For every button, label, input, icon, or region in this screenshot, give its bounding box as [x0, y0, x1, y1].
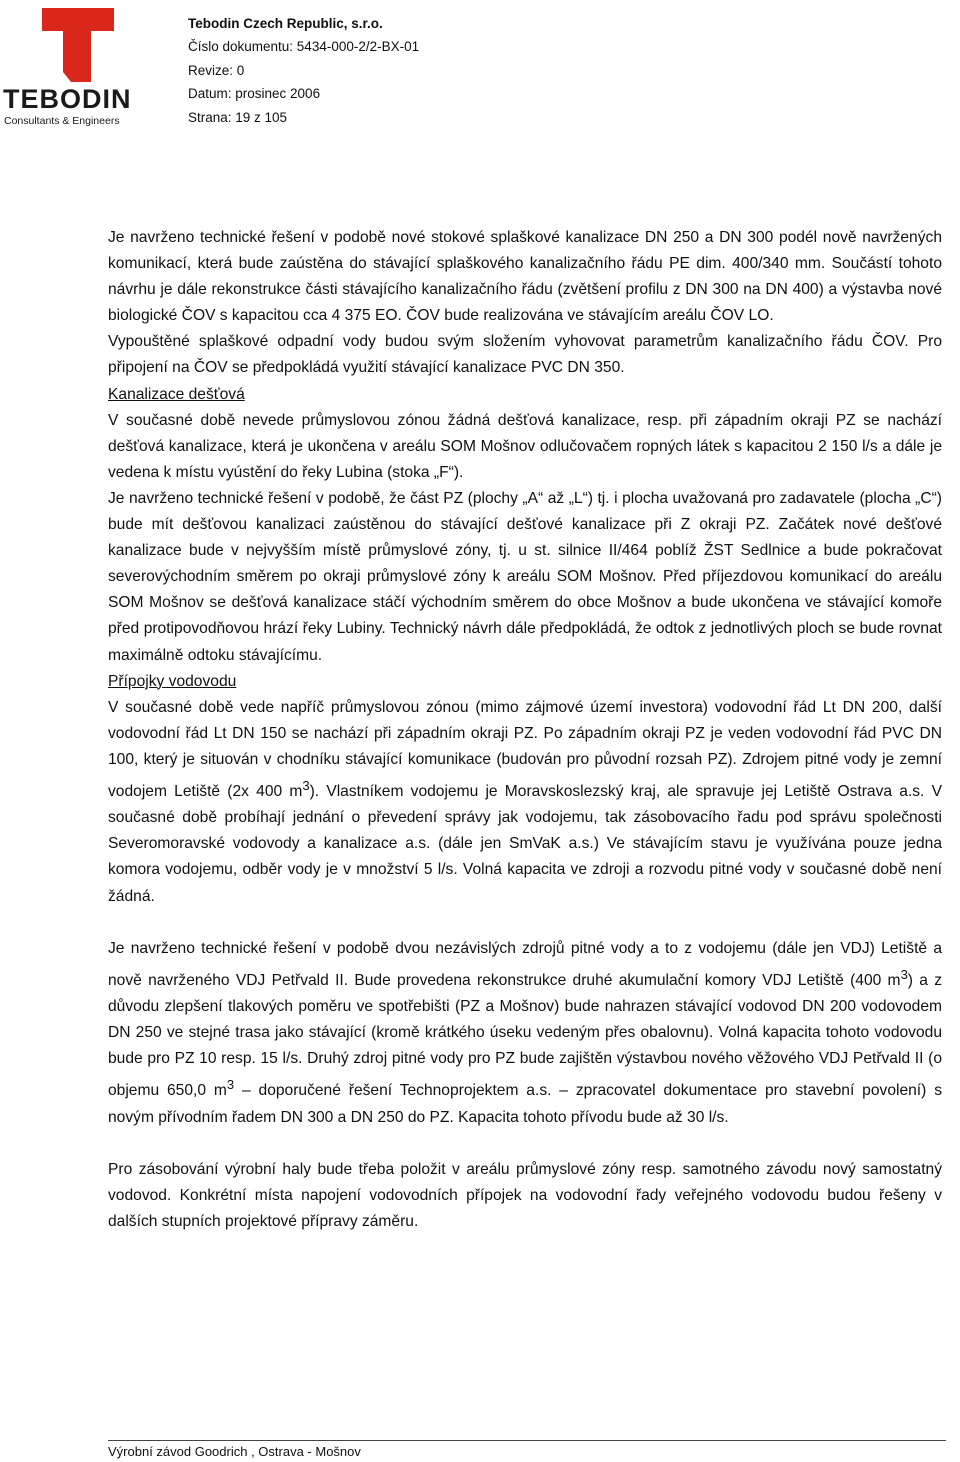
footer-divider — [108, 1440, 946, 1441]
paragraph-rain-current: V současné době nevede průmyslovou zónou žádná dešťová kanalizace, resp. při západním okraji PZ se nachází dešťová kanalizace, která je ukončena v areálu SOM Mošnov odlučovačem ropných látek s kapacitou 2 150 l/s a dále je vedena k místu vyústění do řeky Lubina (stoka „F“). — [108, 411, 942, 481]
paragraph-sewer-discharge: Vypouštěné splaškové odpadní vody budou svým složením vyhovovat parametrům kanalizačního řádu ČOV. Pro připojení na ČOV se předpokládá využití stávající kanalizace PVC DN 350. — [108, 333, 942, 377]
heading-rain-sewer: Kanalizace dešťová — [108, 385, 245, 403]
logo-t-mark — [42, 8, 114, 82]
heading-water-connections: Přípojky vodovodu — [108, 672, 237, 690]
logo-wordmark: TEBODIN — [3, 84, 132, 114]
logo-tagline: Consultants & Engineers — [4, 115, 120, 127]
paragraph-hall-water-supply: Pro zásobování výrobní haly bude třeba položit v areálu průmyslové zóny resp. samotného závodu nový samostatný vodovod. Konkrétní místa napojení vodovodních přípojek na vodovodní řady veřejného vodovodu budou řešeny v dalších stupních projektové přípravy záměru. — [108, 1160, 942, 1230]
paragraph-water-proposal: Je navrženo technické řešení v podobě dvou nezávislých zdrojů pitné vody a to z vodojemu (dále jen VDJ) Letiště a nově navrženého VDJ Petřvald II. Bude provedena rekonstrukce druhé akumulační komory VDJ Letiště (400 $m^3$) a z důvodu zlepšení tlakových poměru ve spotřebišti (PZ a Mošnov) bude nahrazen stávající vodovod DN 200 vodovodem DN 250 ve stejné trasa jako stávající (kromě krátkého úseku vedeným přes obalovnu). Volná kapacita tohoto vodovodu bude pro PZ 10 resp. 15 l/s. Druhý zdroj pitné vody pro PZ bude zajištěn výstavbou nového věžového VDJ Petřvald II (o objemu 650,0 $m^3$ – doporučené řešení Technoprojektem a.s. – zpracovatel dokumentace pro stavební povolení) s novým přívodním řadem DN 300 a DN 250 do PZ. Kapacita tohoto přívodu bude až 30 l/s. — [108, 939, 943, 1126]
paragraph-water-current: V současné době vede napříč průmyslovou zónou (mimo zájmové území investora) vodovodní řád Lt DN 200, další vodovodní řád Lt DN 150 se nachází při západním okraji PZ. Po západním okraji PZ je veden vodovodní řád PVC DN 100, který je situován v chodníku stávající komunikace (budován pro původní rozsah PZ). Zdrojem pitné vody je zemní vodojem Letiště (2x 400 $m^3$). Vlastníkem vodojemu je Moravskoslezský kraj, ale spravuje jej Letiště Ostrava a.s. V současné době probíhají jednání o převedení správy jak vodojemu, tak zásobovacího řadu pod správu společnosti Severomoravské vodovody a kanalizace a.s. (dále jen SmVaK a.s.) Ve stávajícím stavu je využívána pouze jedna komora vodojemu, odběr vody je v množství 5 l/s. Volná kapacita ve zdroji a rozvodu pitné vody v současné době není žádná. — [108, 698, 942, 905]
document-date: Datum: prosinec 2006 — [188, 86, 321, 102]
document-number: Číslo dokumentu: 5434-000-2/2-BX-01 — [188, 39, 420, 55]
revision: Revize: 0 — [188, 62, 245, 78]
tebodin-logo — [2, 4, 154, 128]
document-header — [188, 12, 419, 129]
page-number: Strana: 19 z 105 — [188, 109, 288, 125]
paragraph-rain-proposal: Je navrženo technické řešení v podobě, že část PZ (plochy „A“ až „L“) tj. i plocha uvažovaná pro zadavatele (plocha „C“) bude mít dešťovou kanalizaci zaústěnou do stávající dešťové kanalizace při Z okraji PZ. Začátek nové dešťové kanalizace bude v nejvyšším místě průmyslové zóny, tj. u st. silnice II/464 poblíž ŽST Sedlnice a bude pokračovat severovýchodním směrem po okraji průmyslové zóny k areálu SOM Mošnov. Před příjezdovou komunikací do areálu SOM Mošnov se dešťová kanalizace stáčí východním směrem do obce Mošnov a bude ukončena ve stávající komoře před protipovodňovou hrází řeky Lubiny. Technický návrh dále předpokládá, že odtok z jednotlivých ploch se bude rovnat maximálně odtoku stávajícímu. — [108, 489, 942, 664]
footer-text: Výrobní závod Goodrich , Ostrava - Mošnov — [108, 1444, 361, 1459]
document-body — [108, 225, 942, 1235]
company-name: Tebodin Czech Republic, s.r.o. — [188, 16, 383, 31]
paragraph-sewer-proposal: Je navrženo technické řešení v podobě nové stokové splaškové kanalizace DN 250 a DN 300 podél nově navržených komunikací, která bude zaústěna do stávající splaškového kanalizačního řádu PE dim. 400/340 mm. Součástí tohoto návrhu je dále rekonstrukce části stávajícího kanalizačního řádu (zvětšení profilu z DN 300 na DN 400) a výstavba nové biologické ČOV s kapacitou cca 4 375 EO. ČOV bude realizována ve stávajícím areálu ČOV LO. — [108, 229, 942, 325]
